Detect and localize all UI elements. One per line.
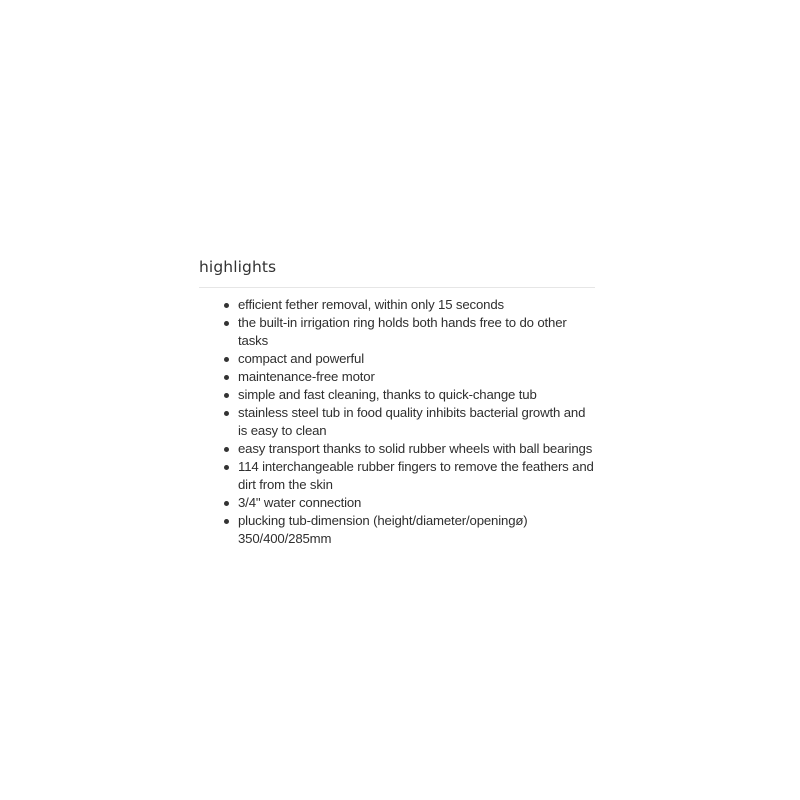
list-item-text: stainless steel tub in food quality inhibits bacterial growth and is easy to clean [238,405,586,438]
bullet-icon [224,321,229,326]
list-item [199,350,595,368]
list-item-text: compact and powerful [238,351,365,366]
bullet-icon [224,393,229,398]
highlights-panel [199,256,595,548]
list-item-text: easy transport thanks to solid rubber wheels with ball bearings [238,441,593,456]
list-item-text: 3/4" water connection [238,495,362,510]
list-item [199,512,595,548]
list-item-text: maintenance-free motor [238,369,375,384]
list-item [199,368,595,386]
list-item [199,404,595,440]
list-item-text: plucking tub-dimension (height/diameter/openingø) 350/400/285mm [238,513,528,546]
list-item-text: efficient fether removal, within only 15 seconds [238,297,504,312]
highlights-list [199,288,595,548]
list-item [199,386,595,404]
bullet-icon [224,447,229,452]
list-item-text: simple and fast cleaning, thanks to quick-change tub [238,387,537,402]
bullet-icon [224,375,229,380]
list-item-text: 114 interchangeable rubber fingers to remove the feathers and dirt from the skin [238,459,594,492]
list-item-text: the built-in irrigation ring holds both hands free to do other tasks [238,315,567,348]
list-item [199,440,595,458]
list-item [199,314,595,350]
bullet-icon [224,303,229,308]
list-item [199,494,595,512]
bullet-icon [224,411,229,416]
section-heading: highlights [199,258,277,276]
bullet-icon [224,465,229,470]
bullet-icon [224,519,229,524]
bullet-icon [224,357,229,362]
bullet-icon [224,501,229,506]
list-item [199,458,595,494]
list-item [199,296,595,314]
